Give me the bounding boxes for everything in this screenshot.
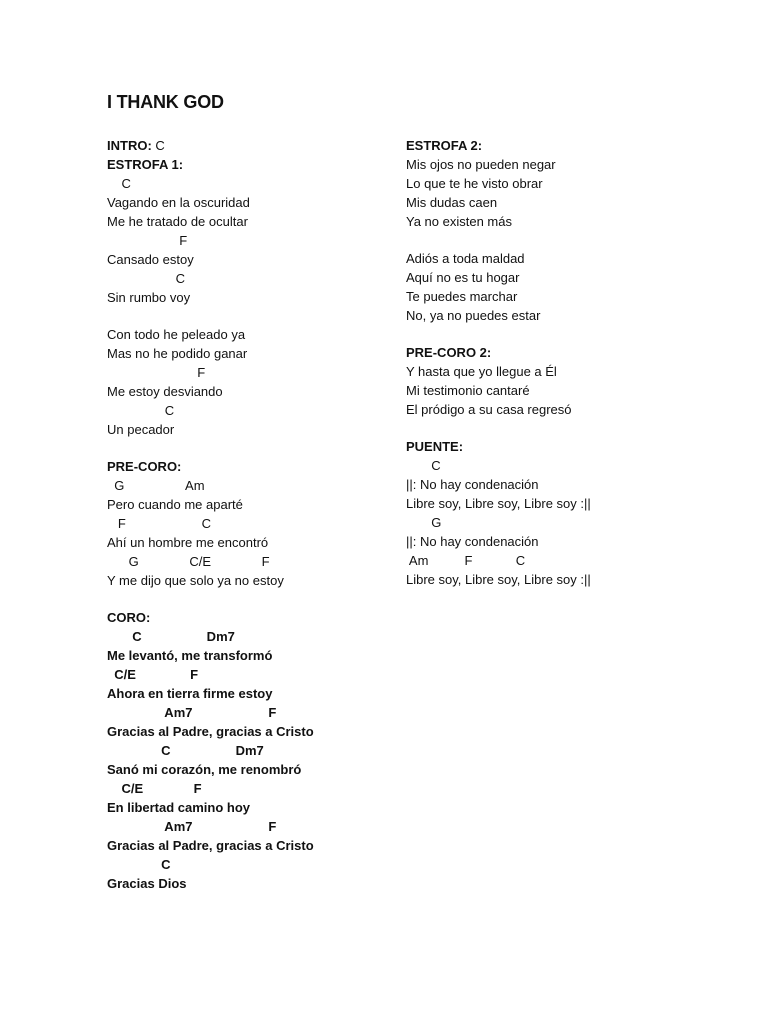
text: C bbox=[155, 138, 165, 153]
text: Me he tratado de ocultar bbox=[107, 214, 248, 229]
text: ||: No hay condenación bbox=[406, 534, 539, 549]
bold-text: Am7 F bbox=[107, 705, 277, 720]
text: Sin rumbo voy bbox=[107, 290, 191, 305]
lyric-line bbox=[107, 193, 397, 212]
text: Adiós a toda maldad bbox=[406, 251, 525, 266]
lyric-line bbox=[107, 231, 397, 250]
text: Y hasta que yo llegue a Él bbox=[406, 364, 557, 379]
text: C bbox=[107, 271, 186, 286]
lyric-line bbox=[107, 136, 397, 155]
bold-text: INTRO: bbox=[107, 138, 156, 153]
lyric-line bbox=[107, 382, 397, 401]
lyric-line bbox=[107, 495, 397, 514]
lyric-line bbox=[406, 212, 696, 231]
bold-text: ESTROFA 2: bbox=[406, 138, 483, 153]
bold-text: Gracias Dios bbox=[107, 876, 187, 891]
text: Te puedes marchar bbox=[406, 289, 518, 304]
right-column bbox=[406, 136, 696, 589]
text: Con todo he peleado ya bbox=[107, 327, 246, 342]
text: Mi testimonio cantaré bbox=[406, 383, 530, 398]
lyric-line bbox=[406, 475, 696, 494]
text: Lo que te he visto obrar bbox=[406, 176, 543, 191]
text: Ahí un hombre me encontró bbox=[107, 535, 269, 550]
lyric-line bbox=[107, 836, 397, 855]
text: Y me dijo que solo ya no estoy bbox=[107, 573, 284, 588]
bold-text: PUENTE: bbox=[406, 439, 464, 454]
bold-text: C/E F bbox=[107, 781, 202, 796]
text: Mis dudas caen bbox=[406, 195, 498, 210]
lyric-line bbox=[107, 250, 397, 269]
blank-line bbox=[406, 419, 696, 437]
bold-text: Me levantó, me transformó bbox=[107, 648, 273, 663]
lyric-line bbox=[107, 627, 397, 646]
blank-line bbox=[107, 439, 397, 457]
bold-text: C/E F bbox=[107, 667, 199, 682]
text: ||: No hay condenación bbox=[406, 477, 539, 492]
lyric-line bbox=[406, 174, 696, 193]
lyric-line bbox=[107, 703, 397, 722]
lyric-line bbox=[107, 288, 397, 307]
lyric-line bbox=[406, 381, 696, 400]
lyric-line bbox=[406, 287, 696, 306]
text: Vagando en la oscuridad bbox=[107, 195, 250, 210]
lyric-line bbox=[107, 817, 397, 836]
text: F C bbox=[107, 516, 212, 531]
lyric-line bbox=[107, 514, 397, 533]
lyric-line bbox=[107, 798, 397, 817]
lyric-line bbox=[107, 212, 397, 231]
lyric-line bbox=[406, 437, 696, 456]
blank-line bbox=[107, 590, 397, 608]
lyric-line bbox=[406, 570, 696, 589]
lyric-line bbox=[107, 684, 397, 703]
lyric-line bbox=[107, 779, 397, 798]
text: G bbox=[406, 515, 442, 530]
lyric-line bbox=[406, 513, 696, 532]
text: G C/E F bbox=[107, 554, 270, 569]
blank-line bbox=[107, 307, 397, 325]
lyric-line bbox=[406, 494, 696, 513]
lyric-line bbox=[107, 741, 397, 760]
bold-text: Sanó mi corazón, me renombró bbox=[107, 762, 302, 777]
lyric-line bbox=[406, 456, 696, 475]
left-column bbox=[107, 136, 397, 893]
lyric-line bbox=[107, 155, 397, 174]
text: Libre soy, Libre soy, Libre soy :|| bbox=[406, 496, 591, 511]
bold-text: ESTROFA 1: bbox=[107, 157, 184, 172]
lyric-line bbox=[107, 874, 397, 893]
bold-text: Gracias al Padre, gracias a Cristo bbox=[107, 838, 314, 853]
blank-line bbox=[406, 325, 696, 343]
text: Libre soy, Libre soy, Libre soy :|| bbox=[406, 572, 591, 587]
blank-line bbox=[406, 231, 696, 249]
lyric-line bbox=[107, 344, 397, 363]
bold-text: Am7 F bbox=[107, 819, 277, 834]
bold-text: En libertad camino hoy bbox=[107, 800, 251, 815]
lyric-line bbox=[406, 249, 696, 268]
lyric-line bbox=[107, 174, 397, 193]
bold-text: Ahora en tierra firme estoy bbox=[107, 686, 273, 701]
bold-text: C Dm7 bbox=[107, 629, 235, 644]
text: Mis ojos no pueden negar bbox=[406, 157, 556, 172]
text: No, ya no puedes estar bbox=[406, 308, 541, 323]
bold-text: PRE-CORO 2: bbox=[406, 345, 492, 360]
lyric-line bbox=[107, 476, 397, 495]
lyric-line bbox=[406, 136, 696, 155]
lyric-line bbox=[107, 325, 397, 344]
lyric-line bbox=[107, 457, 397, 476]
lyric-line bbox=[107, 420, 397, 439]
song-title: I THANK GOD bbox=[107, 92, 224, 112]
text: Pero cuando me aparté bbox=[107, 497, 243, 512]
lyric-line bbox=[406, 551, 696, 570]
lyric-line bbox=[406, 268, 696, 287]
text: F bbox=[107, 365, 206, 380]
lyric-line bbox=[406, 155, 696, 174]
text: Cansado estoy bbox=[107, 252, 194, 267]
lyric-line bbox=[107, 608, 397, 627]
bold-text: PRE-CORO: bbox=[107, 459, 182, 474]
text: El pródigo a su casa regresó bbox=[406, 402, 572, 417]
lyric-line bbox=[406, 343, 696, 362]
bold-text: C Dm7 bbox=[107, 743, 264, 758]
lyric-line bbox=[406, 532, 696, 551]
lyric-line bbox=[107, 401, 397, 420]
lyric-line bbox=[107, 533, 397, 552]
lyric-line bbox=[107, 571, 397, 590]
text: F bbox=[107, 233, 188, 248]
text: Ya no existen más bbox=[406, 214, 512, 229]
lyric-line bbox=[107, 855, 397, 874]
lyric-line bbox=[406, 193, 696, 212]
lyric-line bbox=[107, 552, 397, 571]
text: C bbox=[406, 458, 441, 473]
lyric-line bbox=[107, 665, 397, 684]
lyric-line bbox=[107, 363, 397, 382]
text: Am F C bbox=[406, 553, 526, 568]
bold-text: CORO: bbox=[107, 610, 151, 625]
lyric-line bbox=[107, 760, 397, 779]
text: Un pecador bbox=[107, 422, 175, 437]
lyric-line bbox=[107, 269, 397, 288]
text: C bbox=[107, 403, 175, 418]
bold-text: Gracias al Padre, gracias a Cristo bbox=[107, 724, 314, 739]
text: Aquí no es tu hogar bbox=[406, 270, 520, 285]
text: C bbox=[107, 176, 131, 191]
text: Me estoy desviando bbox=[107, 384, 223, 399]
text: G Am bbox=[107, 478, 205, 493]
lyric-line bbox=[406, 400, 696, 419]
lyric-line bbox=[406, 306, 696, 325]
text: Mas no he podido ganar bbox=[107, 346, 248, 361]
lyric-line bbox=[107, 646, 397, 665]
bold-text: C bbox=[107, 857, 171, 872]
lyric-line bbox=[406, 362, 696, 381]
lyric-line bbox=[107, 722, 397, 741]
